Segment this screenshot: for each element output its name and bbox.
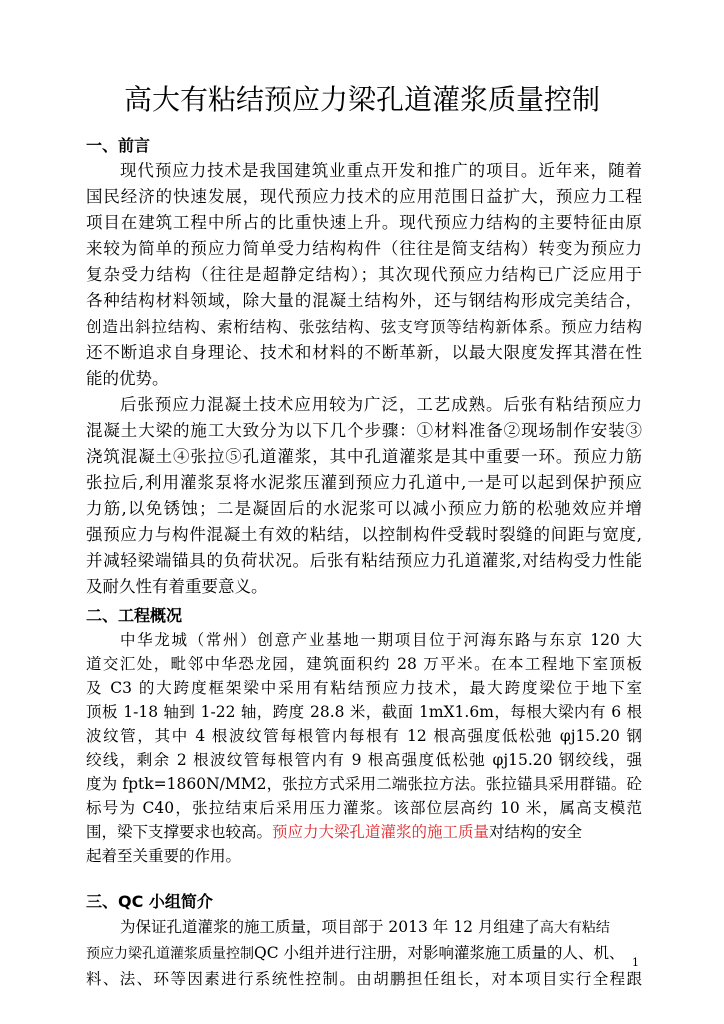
group-name-text: 预应力梁孔道灌浆质量控制	[86, 946, 254, 962]
paragraph-line: 项目在建筑工程中所占的比重快速上升。现代预应力结构的主要特征由原	[86, 213, 642, 232]
paragraph-line: 能的优势。	[86, 369, 169, 388]
paragraph-line: 创造出斜拉结构、索桁结构、张弦结构、弦支穹顶等结构新体系。预应力结构	[86, 318, 642, 336]
paragraph-line: 道交汇处，毗邻中华恐龙园，建筑面积约 28 万平米。在本工程地下室顶板	[86, 655, 642, 673]
paragraph-line: 力筋,以免锈蚀；二是凝固后的水泥浆可以减小预应力筋的松驰效应并增	[86, 499, 642, 518]
plain-text: 为保证孔道灌浆的施工质量，项目部于 2013 年 12 月组建了	[120, 918, 540, 936]
section-heading-qc-group: 三、QC 小组简介	[86, 892, 213, 911]
plain-text: QC 小组并进行注册，对影响灌浆施工质量的人、机、	[254, 944, 625, 962]
paragraph-line: 度为 fptk=1860N/MM2，张拉方式采用二端张拉方法。张拉锚具采用群锚。砼	[86, 775, 642, 793]
paragraph-line: 料、法、环等因素进行系统性控制。由胡鹏担任组长，对本项目实行全程跟	[86, 970, 642, 988]
paragraph-line: 波纹管，其中 4 根波纹管每根管内每根有 12 根高强度低松弛 φj15.20 钢	[86, 727, 642, 745]
paragraph-line: 后张预应力混凝土技术应用较为广泛，工艺成熟。后张有粘结预应力	[120, 395, 642, 414]
document-title: 高大有粘结预应力梁孔道灌浆质量控制	[123, 83, 600, 116]
paragraph-line: 中华龙城（常州）创意产业基地一期项目位于河海东路与东京 120 大	[120, 631, 642, 649]
paragraph-line: 并减轻梁端锚具的负荷状况。后张有粘结预应力孔道灌浆,对结构受力性能	[86, 551, 642, 570]
paragraph-line: 起着至关重要的作用。	[86, 847, 242, 865]
paragraph-line: 国民经济的快速发展，现代预应力技术的应用范围日益扩大，预应力工程	[86, 187, 642, 206]
page-number: 1	[632, 956, 639, 969]
paragraph-line: 浇筑混凝土④张拉⑤孔道灌浆，其中孔道灌浆是其中重要一环。预应力筋	[86, 447, 642, 466]
paragraph-line: 现代预应力技术是我国建筑业重点开发和推广的项目。近年来，随着	[120, 161, 642, 180]
paragraph-line-mixed	[86, 940, 642, 967]
highlighted-text: 预应力大梁孔道灌浆的施工质量	[272, 823, 490, 841]
paragraph-line-mixed	[86, 820, 642, 844]
paragraph-line: 还不断追求自身理论、技术和材料的不断革新，以最大限度发挥其潜在性	[86, 343, 642, 362]
plain-text: 围，梁下支撑要求也较高。	[86, 823, 273, 841]
paragraph-line: 顶板 1-18 轴到 1-22 轴，跨度 28.8 米，截面 1mX1.6m，每根大梁内有 6 根	[86, 703, 642, 721]
paragraph-line: 绞线，剩余 2 根波纹管每根管内有 9 根高强度低松弛 φj15.20 钢绞线，强	[86, 751, 642, 769]
paragraph-line: 张拉后,利用灌浆泵将水泥浆压灌到预应力孔道中,一是可以起到保护预应	[86, 473, 642, 492]
paragraph-line: 及耐久性有着重要意义。	[86, 577, 268, 596]
plain-text: 对结构的安全	[489, 823, 583, 841]
paragraph-line: 及 C3 的大跨度框架梁中采用有粘结预应力技术，最大跨度梁位于地下室	[86, 679, 642, 697]
paragraph-line-mixed	[86, 914, 642, 941]
paragraph-line: 复杂受力结构（往往是超静定结构）；其次现代预应力结构已广泛应用于	[86, 265, 642, 284]
section-heading-preface: 一、前言	[86, 136, 151, 155]
group-name-text: 高大有粘结	[539, 920, 610, 936]
section-heading-project-overview: 二、工程概况	[86, 606, 183, 625]
paragraph-line: 混凝土大梁的施工大致分为以下几个步骤：①材料准备②现场制作安装③	[86, 421, 642, 440]
paragraph-line: 标号为 C40，张拉结束后采用压力灌浆。该部位层高约 10 米，属高支模范	[86, 799, 642, 817]
paragraph-line: 强预应力与构件混凝土有效的粘结，以控制构件受载时裂缝的间距与宽度,	[86, 525, 642, 544]
paragraph-line: 各种结构材料领域，除大量的混凝土结构外，还与钢结构形成完美结合，	[86, 291, 642, 310]
paragraph-line: 来较为简单的预应力简单受力结构构件（往往是简支结构）转变为预应力	[86, 239, 642, 258]
